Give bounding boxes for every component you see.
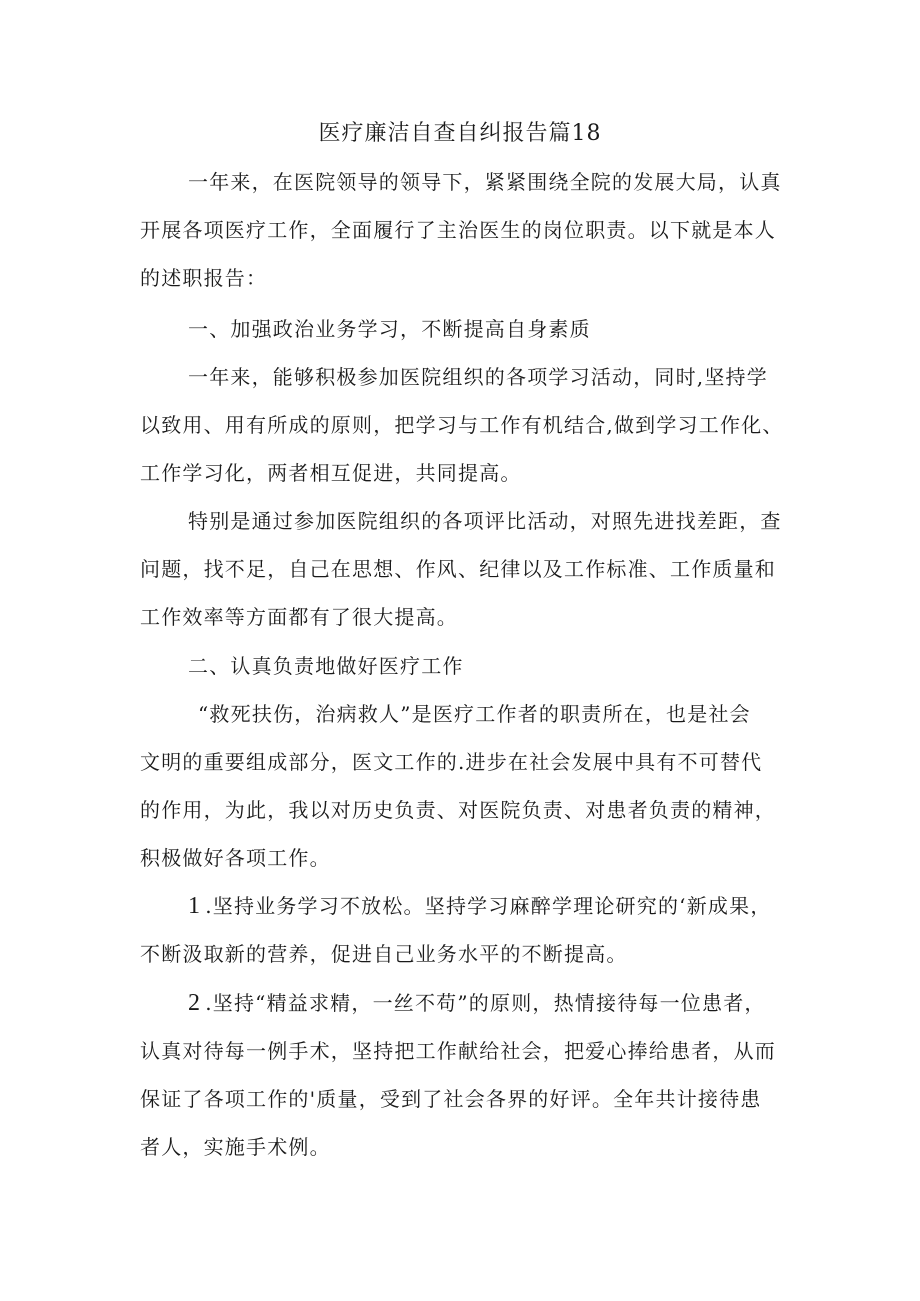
paragraph-line: 工作效率等方面都有了很大提高。 — [140, 605, 458, 629]
paragraph-line: 问题，找不足，自己在思想、作风、纪律以及工作标准、工作质量和 — [140, 557, 776, 581]
paragraph-line: 不断汲取新的营养，促进自己业务水平的不断提高。 — [140, 942, 628, 966]
paragraph-line: 保证了各项工作的'质量，受到了社会各界的好评。全年共计接待患 — [140, 1087, 762, 1111]
list-item-2 — [188, 988, 766, 1018]
paragraph-line: 的作用，为此，我以对历史负责、对医院负责、对患者负责的精神， — [140, 798, 776, 822]
section-heading-2: 二、认真负责地做好医疗工作 — [188, 654, 464, 678]
list-item-1 — [188, 891, 772, 921]
paragraph-line: 一年来，能够积极参加医院组织的各项学习活动，同时,坚持学 — [188, 365, 768, 389]
list-item-text: .坚持业务学习不放松。坚持学习麻醉学理论研究的‘新成果， — [205, 894, 772, 918]
paragraph-line: 文明的重要组成部分，医文工作的.进步在社会发展中具有不可替代 — [140, 750, 763, 774]
paragraph-line: 的述职报告： — [140, 266, 268, 290]
document-title: 医疗廉洁自查自纠报告篇18 — [318, 121, 602, 146]
paragraph-line: 开展各项医疗工作，全面履行了主治医生的岗位职责。以下就是本人 — [140, 218, 776, 242]
paragraph-line: “救死扶伤，治病救人”是医疗工作者的职责所在，也是社会 — [198, 702, 751, 726]
list-number: 1 — [188, 893, 202, 919]
paragraph-line: 者人，实施手术例。 — [140, 1135, 331, 1159]
paragraph-line: 特别是通过参加医院组织的各项评比活动，对照先进找差距，查 — [188, 509, 782, 533]
section-heading-1: 一、加强政治业务学习，不断提高自身素质 — [188, 317, 591, 341]
paragraph-line: 一年来，在医院领导的领导下，紧紧围绕全院的发展大局，认真 — [188, 170, 782, 194]
paragraph-line: 以致用、用有所成的原则，把学习与工作有机结合,做到学习工作化、 — [140, 413, 784, 437]
list-number: 2 — [188, 990, 202, 1016]
paragraph-line: 工作学习化，两者相互促进，共同提高。 — [140, 461, 522, 485]
list-item-text: .坚持“精益求精，一丝不苟”的原则，热情接待每一位患者， — [205, 991, 766, 1015]
paragraph-line: 认真对待每一例手术，坚持把工作献给社会，把爱心捧给患者，从而 — [140, 1039, 776, 1063]
paragraph-line: 积极做好各项工作。 — [140, 846, 331, 870]
